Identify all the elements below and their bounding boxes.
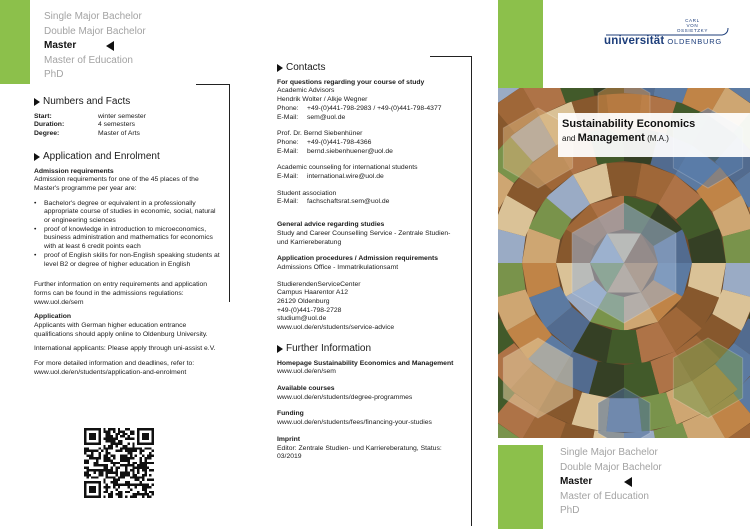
contacts-heading: Contacts xyxy=(277,64,463,73)
further-item-title: Funding xyxy=(277,410,304,418)
degree-item: Double Major Bachelor xyxy=(560,461,662,473)
degree-item: PhD xyxy=(560,505,580,517)
degree-item: Single Major Bachelor xyxy=(560,447,658,458)
professor-phone: Phone: +49-(0)441-798-4366 xyxy=(277,138,372,146)
imprint-text: Editor: Zentrale Studien- und Karriereberatung, Status: 03/2019 xyxy=(277,444,442,461)
degree-item: Single Major Bachelor xyxy=(44,11,142,22)
address-email[interactable]: studium@uol.de xyxy=(277,315,327,323)
middle-column xyxy=(277,64,463,470)
further-item-link[interactable]: www.uol.de/en/sem xyxy=(277,368,336,376)
further-item xyxy=(277,360,463,377)
section-triangle-icon xyxy=(277,345,283,353)
qr-code[interactable] xyxy=(84,428,154,498)
left-column xyxy=(34,98,220,378)
admissions-office xyxy=(277,255,463,272)
professor-name: Prof. Dr. Bernd Siebenhüner xyxy=(277,130,363,138)
degree-item: Double Major Bachelor xyxy=(44,25,146,37)
further-item xyxy=(277,385,463,402)
international-email[interactable]: E-Mail: international.wire@uol.de xyxy=(277,173,384,181)
degree-item: PhD xyxy=(44,69,64,81)
fact-value: winter semester xyxy=(98,112,146,120)
program-title-line1: Sustainability Economics xyxy=(562,118,696,130)
advisors-phone: Phone: +49-(0)441-798-2983 / +49-(0)441-798-4377 xyxy=(277,104,442,112)
general-advice-text: Study and Career Counselling Service - Zentrale Studien- und Karriereberatung xyxy=(277,229,451,246)
application-text: Applicants with German higher education entrance qualifications should apply online to Oldenburg University. xyxy=(34,322,208,338)
professor-email[interactable]: E-Mail: bernd.siebenhuener@uol.de xyxy=(277,147,393,155)
deadlines-link[interactable]: www.uol.de/en/students/application-and-enrolment xyxy=(34,368,187,376)
logo-wordmark: universität OLDENBURG xyxy=(604,35,723,47)
active-pointer-icon xyxy=(106,41,114,51)
address-line: Campus Haarentor A12 xyxy=(277,289,349,297)
advisors-names: Hendrik Wolter / Alkje Wegner xyxy=(277,96,368,104)
general-advice-title: General advice regarding studies xyxy=(277,221,385,229)
professor-contact xyxy=(277,130,463,156)
imprint-title: Imprint xyxy=(277,435,301,443)
service-center-address xyxy=(277,281,463,333)
further-item-link[interactable]: www.uol.de/en/students/fees/financing-your-studies xyxy=(277,419,432,427)
further-item xyxy=(277,410,463,427)
advisors-email[interactable]: E-Mail: sem@uol.de xyxy=(277,113,346,121)
fact-key: Duration: xyxy=(34,121,65,129)
admission-intro: Admission requirements for one of the 45 places of the Master's programme per year are: xyxy=(34,176,199,192)
degree-item-active: Master xyxy=(560,475,662,490)
requirement-item: • Bachelor's degree or equivalent in a professionally appropriate course of studies in economic, social, natural or engineering sciences xyxy=(34,200,220,226)
deadlines-text: For more detailed information and deadlines, refer to: xyxy=(34,360,195,368)
section-triangle-icon xyxy=(277,64,283,72)
program-title-line2: and Management (M.A.) xyxy=(562,132,669,144)
student-association-email[interactable]: E-Mail: fachschaftsrat.sem@uol.de xyxy=(277,198,390,206)
student-association-contact xyxy=(277,190,463,207)
advisors-label: Academic Advisors xyxy=(277,87,335,95)
accent-bar-bottom xyxy=(498,445,543,529)
fact-value: 4 semesters xyxy=(98,121,136,129)
application-title: Application xyxy=(34,313,72,321)
course-contact-title: For questions regarding your course of study xyxy=(277,78,425,86)
application-heading: Application and Enrolment xyxy=(34,153,220,162)
fact-key: Start: xyxy=(34,112,52,120)
facts-table xyxy=(34,113,220,139)
student-association-label: Student association xyxy=(277,189,337,197)
requirement-item: • proof of English skills for non-English speaking students at level B2 or degree of higher education in English xyxy=(34,252,220,269)
numbers-facts-heading: Numbers and Facts xyxy=(34,98,220,107)
further-info-heading: Further Information xyxy=(277,345,463,354)
section-triangle-icon xyxy=(34,153,40,161)
logo-subtext: CARL VON OSSIETZKY xyxy=(676,18,708,33)
international-label: Academic counseling for international students xyxy=(277,164,418,172)
accent-bar-top xyxy=(498,0,543,88)
general-advice xyxy=(277,221,463,247)
fact-key: Degree: xyxy=(34,130,60,138)
requirement-item: • proof of knowledge in introduction to microeconomics, business administration and mathematics for economics with at least 6 credit points each xyxy=(34,226,220,252)
further-info-text: Further information on entry requirements and application forms can be found in the admissions regulations: xyxy=(34,281,208,297)
further-item-title: Homepage Sustainability Economics and Management xyxy=(277,359,454,367)
address-line: 26129 Oldenburg xyxy=(277,298,330,306)
further-item-link[interactable]: www.uol.de/en/students/degree-programmes xyxy=(277,393,413,401)
degree-item: Master of Education xyxy=(44,54,133,66)
course-contacts xyxy=(277,79,463,123)
admission-title: Admission requirements xyxy=(34,167,114,175)
section-triangle-icon xyxy=(34,98,40,106)
degree-item: Master of Education xyxy=(560,490,649,502)
admissions-text: Admissions Office - Immatrikulationsamt xyxy=(277,263,399,271)
active-pointer-icon xyxy=(624,477,632,487)
address-line: +49-(0)441-798-2728 xyxy=(277,306,342,314)
address-line: StudierendenServiceCenter xyxy=(277,280,361,288)
program-title-box xyxy=(558,113,750,157)
admissions-title: Application procedures / Admission requirements xyxy=(277,255,439,263)
international-contact xyxy=(277,164,463,181)
further-item-title: Available courses xyxy=(277,384,335,392)
degree-item-active: Master xyxy=(44,39,146,54)
further-info-link[interactable]: www.uol.de/sem xyxy=(34,298,84,306)
imprint xyxy=(277,436,463,462)
address-link[interactable]: www.uol.de/en/students/service-advice xyxy=(277,324,395,332)
university-logo xyxy=(604,18,730,58)
requirements-list xyxy=(34,200,220,270)
degree-type-list xyxy=(44,10,146,83)
international-text: International applicants: Please apply through uni-assist e.V. xyxy=(34,345,216,353)
fact-value: Master of Arts xyxy=(98,130,140,138)
degree-type-list-cover xyxy=(560,446,662,519)
